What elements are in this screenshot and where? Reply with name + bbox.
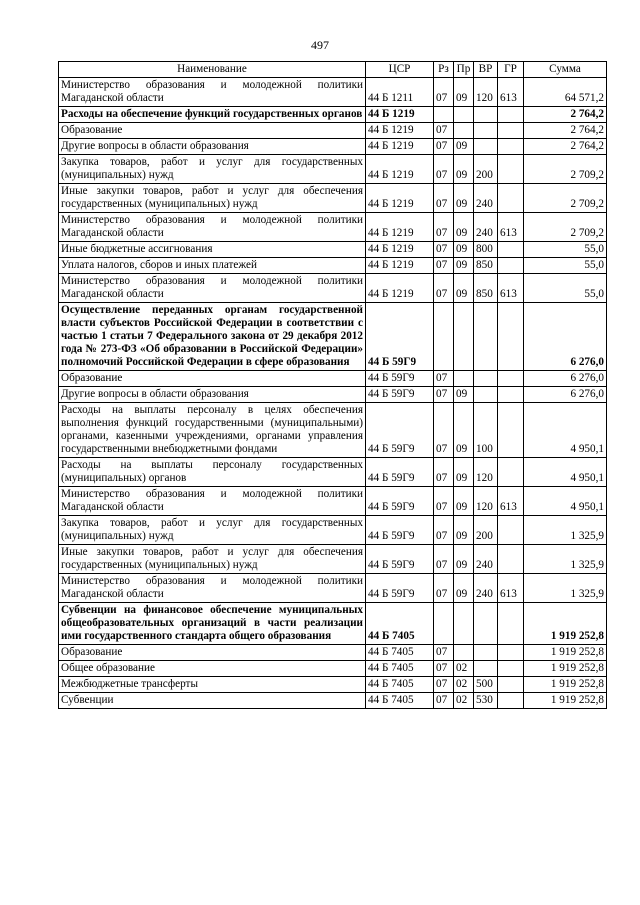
cell-pr: 09 [454, 78, 474, 107]
cell-name: Министерство образования и молодежной политики Магаданской области [59, 274, 366, 303]
cell-name: Образование [59, 645, 366, 661]
cell-name: Министерство образования и молодежной политики Магаданской области [59, 487, 366, 516]
cell-pr: 09 [454, 387, 474, 403]
cell-name: Иные бюджетные ассигнования [59, 242, 366, 258]
cell-rz: 07 [434, 78, 454, 107]
table-row [59, 184, 607, 213]
cell-vr: 120 [474, 487, 498, 516]
cell-name: Другие вопросы в области образования [59, 139, 366, 155]
cell-pr [454, 123, 474, 139]
cell-gr [498, 693, 524, 709]
cell-pr: 09 [454, 487, 474, 516]
cell-vr [474, 387, 498, 403]
cell-rz: 07 [434, 545, 454, 574]
cell-rz: 07 [434, 677, 454, 693]
cell-vr: 850 [474, 274, 498, 303]
cell-rz: 07 [434, 184, 454, 213]
cell-name: Закупка товаров, работ и услуг для государственных (муниципальных) нужд [59, 155, 366, 184]
cell-sum: 1 919 252,8 [524, 603, 607, 645]
cell-csr: 44 Б 59Г9 [366, 545, 434, 574]
cell-name: Министерство образования и молодежной политики Магаданской области [59, 213, 366, 242]
cell-name: Образование [59, 371, 366, 387]
header-csr: ЦСР [366, 62, 434, 78]
cell-vr: 800 [474, 242, 498, 258]
cell-sum: 1 919 252,8 [524, 661, 607, 677]
table-row [59, 303, 607, 371]
cell-csr: 44 Б 59Г9 [366, 303, 434, 371]
cell-pr: 09 [454, 258, 474, 274]
cell-rz: 07 [434, 645, 454, 661]
cell-sum: 1 325,9 [524, 574, 607, 603]
cell-vr: 240 [474, 184, 498, 213]
cell-gr: 613 [498, 487, 524, 516]
cell-vr: 120 [474, 78, 498, 107]
table-row [59, 574, 607, 603]
cell-csr: 44 Б 1219 [366, 242, 434, 258]
cell-rz [434, 603, 454, 645]
table-row [59, 258, 607, 274]
table-row [59, 516, 607, 545]
cell-csr: 44 Б 1219 [366, 258, 434, 274]
cell-rz: 07 [434, 516, 454, 545]
cell-sum: 64 571,2 [524, 78, 607, 107]
table-row [59, 661, 607, 677]
cell-pr [454, 303, 474, 371]
cell-pr: 09 [454, 155, 474, 184]
cell-gr [498, 661, 524, 677]
cell-rz: 07 [434, 693, 454, 709]
cell-sum: 2 764,2 [524, 107, 607, 123]
cell-gr [498, 107, 524, 123]
cell-pr: 02 [454, 693, 474, 709]
cell-vr [474, 645, 498, 661]
cell-csr: 44 Б 7405 [366, 645, 434, 661]
table-row [59, 458, 607, 487]
cell-gr [498, 516, 524, 545]
table-row [59, 545, 607, 574]
cell-sum: 4 950,1 [524, 487, 607, 516]
cell-vr: 530 [474, 693, 498, 709]
table-row [59, 645, 607, 661]
cell-sum: 6 276,0 [524, 371, 607, 387]
cell-sum: 2 709,2 [524, 184, 607, 213]
table-row [59, 155, 607, 184]
cell-csr: 44 Б 59Г9 [366, 574, 434, 603]
cell-sum: 1 919 252,8 [524, 693, 607, 709]
cell-rz: 07 [434, 574, 454, 603]
cell-vr: 200 [474, 516, 498, 545]
cell-name: Иные закупки товаров, работ и услуг для обеспечения государственных (муниципальных) нужд [59, 545, 366, 574]
cell-rz: 07 [434, 155, 454, 184]
cell-rz: 07 [434, 403, 454, 458]
cell-gr [498, 371, 524, 387]
table-body [59, 78, 607, 709]
cell-vr: 240 [474, 574, 498, 603]
cell-gr [498, 458, 524, 487]
cell-rz [434, 303, 454, 371]
header-vr: ВР [474, 62, 498, 78]
cell-pr: 09 [454, 139, 474, 155]
cell-vr [474, 371, 498, 387]
cell-name: Расходы на выплаты персоналу в целях обеспечения выполнения функций государственными (муниципальными) органами, казенными учреждениями, органами управления государственными внебюджетными фондами [59, 403, 366, 458]
cell-pr: 09 [454, 516, 474, 545]
table-row [59, 487, 607, 516]
cell-rz: 07 [434, 139, 454, 155]
cell-csr: 44 Б 7405 [366, 603, 434, 645]
header-pr: Пр [454, 62, 474, 78]
table-row [59, 387, 607, 403]
table-row [59, 603, 607, 645]
cell-csr: 44 Б 1219 [366, 213, 434, 242]
cell-sum: 1 919 252,8 [524, 677, 607, 693]
cell-csr: 44 Б 1211 [366, 78, 434, 107]
cell-sum: 2 709,2 [524, 213, 607, 242]
cell-pr: 09 [454, 274, 474, 303]
cell-gr [498, 258, 524, 274]
cell-vr [474, 603, 498, 645]
cell-pr: 09 [454, 184, 474, 213]
cell-vr: 200 [474, 155, 498, 184]
cell-csr: 44 Б 59Г9 [366, 403, 434, 458]
cell-vr [474, 139, 498, 155]
cell-gr [498, 155, 524, 184]
cell-csr: 44 Б 7405 [366, 677, 434, 693]
table-row [59, 123, 607, 139]
cell-name: Общее образование [59, 661, 366, 677]
cell-csr: 44 Б 1219 [366, 107, 434, 123]
cell-sum: 2 764,2 [524, 123, 607, 139]
cell-rz: 07 [434, 487, 454, 516]
cell-name: Субвенции [59, 693, 366, 709]
cell-rz: 07 [434, 371, 454, 387]
cell-gr [498, 677, 524, 693]
cell-csr: 44 Б 1219 [366, 274, 434, 303]
cell-rz: 07 [434, 258, 454, 274]
cell-csr: 44 Б 1219 [366, 184, 434, 213]
table-row [59, 107, 607, 123]
budget-table [58, 61, 607, 709]
cell-vr: 120 [474, 458, 498, 487]
cell-csr: 44 Б 59Г9 [366, 387, 434, 403]
cell-gr [498, 645, 524, 661]
cell-name: Субвенции на финансовое обеспечение муниципальных общеобразовательных организаций в части реализации ими государственного стандарта общего образования [59, 603, 366, 645]
cell-pr: 09 [454, 545, 474, 574]
cell-pr [454, 645, 474, 661]
cell-gr [498, 123, 524, 139]
cell-rz: 07 [434, 458, 454, 487]
cell-gr: 613 [498, 274, 524, 303]
cell-vr: 100 [474, 403, 498, 458]
cell-name: Расходы на выплаты персоналу государственных (муниципальных) органов [59, 458, 366, 487]
cell-rz: 07 [434, 661, 454, 677]
header-gr: ГР [498, 62, 524, 78]
cell-sum: 4 950,1 [524, 458, 607, 487]
cell-csr: 44 Б 59Г9 [366, 516, 434, 545]
cell-name: Расходы на обеспечение функций государственных органов [59, 107, 366, 123]
table-header-row [59, 62, 607, 78]
cell-name: Межбюджетные трансферты [59, 677, 366, 693]
table-row [59, 78, 607, 107]
table-row [59, 693, 607, 709]
cell-gr: 613 [498, 213, 524, 242]
table-row [59, 371, 607, 387]
cell-rz: 07 [434, 213, 454, 242]
cell-sum: 55,0 [524, 274, 607, 303]
cell-name: Образование [59, 123, 366, 139]
cell-rz [434, 107, 454, 123]
cell-csr: 44 Б 1219 [366, 139, 434, 155]
cell-vr: 500 [474, 677, 498, 693]
cell-csr: 44 Б 59Г9 [366, 487, 434, 516]
cell-pr: 09 [454, 213, 474, 242]
table-row [59, 213, 607, 242]
table-row [59, 242, 607, 258]
cell-vr [474, 303, 498, 371]
cell-vr [474, 123, 498, 139]
cell-vr [474, 107, 498, 123]
cell-sum: 55,0 [524, 242, 607, 258]
cell-gr: 613 [498, 78, 524, 107]
cell-gr [498, 603, 524, 645]
cell-csr: 44 Б 59Г9 [366, 371, 434, 387]
table-row [59, 274, 607, 303]
cell-pr: 09 [454, 403, 474, 458]
cell-rz: 07 [434, 123, 454, 139]
cell-vr [474, 661, 498, 677]
cell-name: Министерство образования и молодежной политики Магаданской области [59, 574, 366, 603]
cell-name: Министерство образования и молодежной политики Магаданской области [59, 78, 366, 107]
cell-sum: 4 950,1 [524, 403, 607, 458]
cell-sum: 55,0 [524, 258, 607, 274]
cell-sum: 1 325,9 [524, 545, 607, 574]
cell-csr: 44 Б 59Г9 [366, 458, 434, 487]
cell-gr [498, 242, 524, 258]
cell-sum: 6 276,0 [524, 303, 607, 371]
cell-rz: 07 [434, 242, 454, 258]
cell-gr [498, 387, 524, 403]
cell-pr: 02 [454, 661, 474, 677]
cell-gr [498, 184, 524, 213]
cell-gr [498, 545, 524, 574]
cell-name: Закупка товаров, работ и услуг для государственных (муниципальных) нужд [59, 516, 366, 545]
table-row [59, 677, 607, 693]
cell-gr [498, 139, 524, 155]
cell-name: Осуществление переданных органам государственной власти субъектов Российской Федерации в соответствии с частью 1 статьи 7 Федерального закона от 29 декабря 2012 года № 273-ФЗ «Об образовании в Российской Федерации» полномочий Российской Федерации в сфере образования [59, 303, 366, 371]
cell-sum: 2 764,2 [524, 139, 607, 155]
cell-pr [454, 603, 474, 645]
cell-name: Иные закупки товаров, работ и услуг для обеспечения государственных (муниципальных) нужд [59, 184, 366, 213]
cell-vr: 850 [474, 258, 498, 274]
cell-name: Другие вопросы в области образования [59, 387, 366, 403]
cell-csr: 44 Б 7405 [366, 693, 434, 709]
cell-vr: 240 [474, 545, 498, 574]
cell-name: Уплата налогов, сборов и иных платежей [59, 258, 366, 274]
cell-gr: 613 [498, 574, 524, 603]
cell-rz: 07 [434, 274, 454, 303]
cell-gr [498, 303, 524, 371]
cell-sum: 1 325,9 [524, 516, 607, 545]
cell-gr [498, 403, 524, 458]
header-rz: Рз [434, 62, 454, 78]
cell-pr: 09 [454, 574, 474, 603]
cell-pr [454, 107, 474, 123]
cell-pr [454, 371, 474, 387]
cell-csr: 44 Б 1219 [366, 123, 434, 139]
cell-sum: 2 709,2 [524, 155, 607, 184]
cell-csr: 44 Б 7405 [366, 661, 434, 677]
page-number: 497 [311, 38, 329, 52]
cell-csr: 44 Б 1219 [366, 155, 434, 184]
table-row [59, 139, 607, 155]
cell-sum: 1 919 252,8 [524, 645, 607, 661]
table-row [59, 403, 607, 458]
header-name: Наименование [59, 62, 366, 78]
cell-pr: 09 [454, 458, 474, 487]
cell-vr: 240 [474, 213, 498, 242]
cell-sum: 6 276,0 [524, 387, 607, 403]
cell-pr: 02 [454, 677, 474, 693]
cell-pr: 09 [454, 242, 474, 258]
cell-rz: 07 [434, 387, 454, 403]
header-sum: Сумма [524, 62, 607, 78]
